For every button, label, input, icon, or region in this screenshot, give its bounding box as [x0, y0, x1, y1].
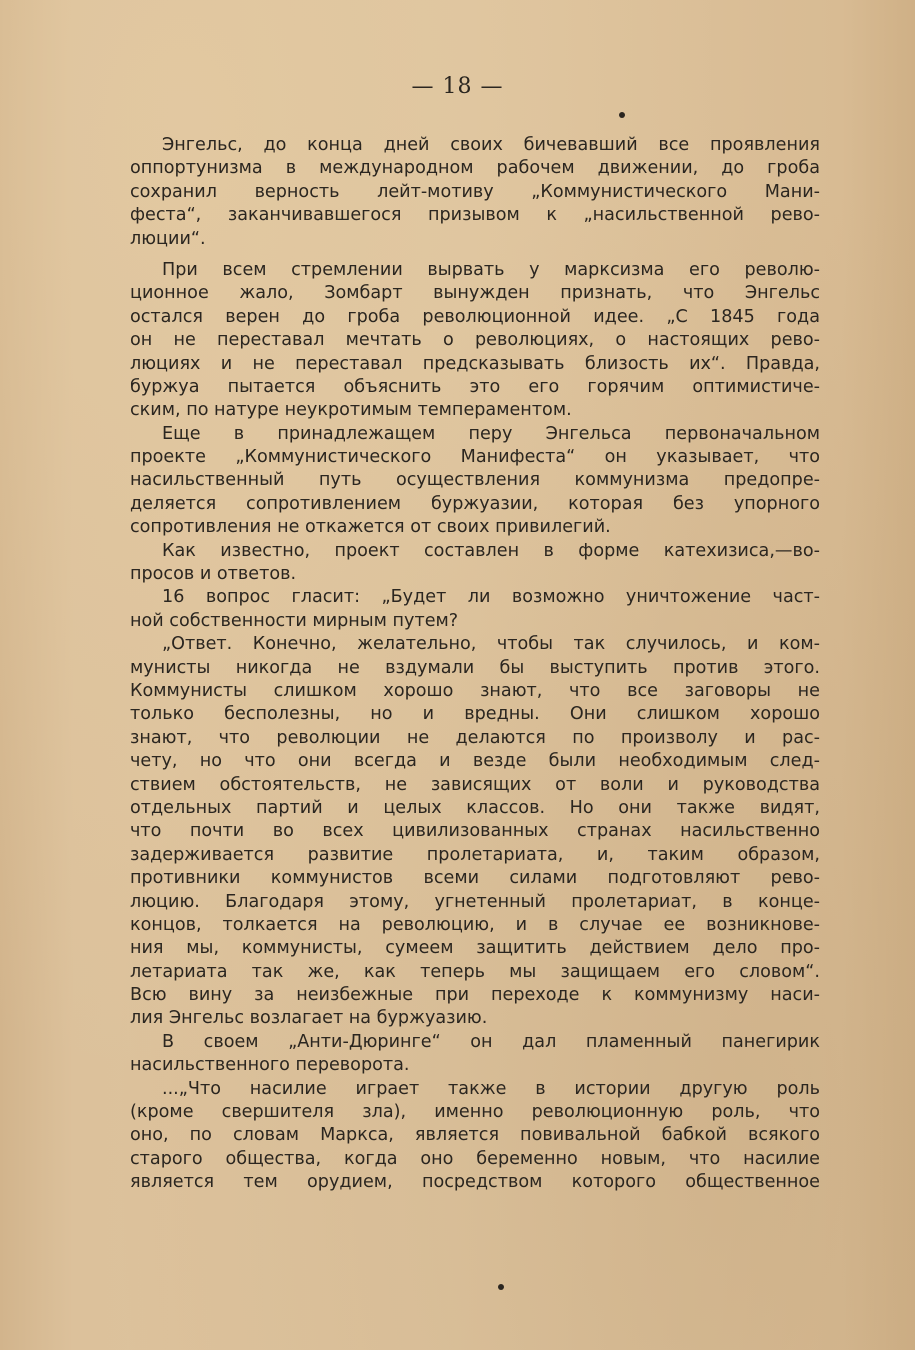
- text-line: люциях и не переставал предсказывать близость их“. Правда,: [130, 353, 820, 374]
- paragraph: [130, 423, 820, 540]
- text-line: Как известно, проект составлен в форме катехизиса,—во-: [162, 540, 820, 561]
- print-dot-bottom: [498, 1284, 504, 1290]
- paragraph: [130, 586, 820, 633]
- text-line: В своем „Анти-Дюринге“ он дал пламенный панегирик: [162, 1031, 820, 1052]
- text-line: ским, по натуре неукротимым темпераментом.: [130, 400, 572, 421]
- text-line: (кроме свершителя зла), именно революционную роль, что: [130, 1102, 820, 1123]
- text-line: Еще в принадлежащем перу Энгельса первоначальном: [162, 423, 820, 444]
- text-line: что почти во всех цивилизованных странах насильственно: [130, 821, 820, 842]
- text-line: он не переставал мечтать о революциях, о настоящих рево-: [130, 330, 820, 351]
- paragraph: [130, 259, 820, 423]
- text-line: „Ответ. Конечно, желательно, чтобы так случилось, и ком-: [162, 634, 820, 655]
- text-line: проекте „Коммунистического Манифеста“ он указывает, что: [130, 447, 820, 468]
- text-line: старого общества, когда оно беременно новым, что насилие: [130, 1148, 820, 1169]
- text-line: сопротивления не откажется от своих привилегий.: [130, 517, 611, 538]
- text-line: задерживается развитие пролетариата, и, таким образом,: [130, 844, 820, 865]
- text-line: оппортунизма в международном рабочем движении, до гроба: [130, 158, 820, 179]
- paragraph: [130, 1031, 820, 1078]
- print-dot-top: [619, 112, 625, 118]
- text-line: лия Энгельс возлагает на буржуазию.: [130, 1008, 488, 1029]
- paragraph: [130, 633, 820, 1031]
- text-line: ной собственности мирным путем?: [130, 610, 459, 631]
- body-text: [130, 134, 820, 1195]
- text-line: является тем орудием, посредством которого общественное: [130, 1172, 820, 1193]
- text-line: 16 вопрос гласит: „Будет ли возможно уничтожение част-: [162, 587, 820, 608]
- text-line: ния мы, коммунисты, сумеем защитить действием дело про-: [130, 938, 820, 959]
- text-line: ционное жало, Зомбарт вынужден признать, что Энгельс: [130, 283, 820, 304]
- text-line: феста“, заканчивавшегося призывом к „насильственной рево-: [130, 205, 820, 226]
- text-line: деляется сопротивлением буржуазии, которая без упорного: [130, 493, 820, 514]
- text-line: отдельных партий и целых классов. Но они также видят,: [130, 797, 820, 818]
- text-line: мунисты никогда не вздумали бы выступить против этого.: [130, 657, 820, 678]
- paragraph: [130, 134, 820, 251]
- text-line: люции“.: [130, 228, 206, 249]
- text-line: насильственный путь осуществления коммунизма предопре-: [130, 470, 820, 491]
- text-line: Коммунисты слишком хорошо знают, что все заговоры не: [130, 680, 820, 701]
- text-line: летариата так же, как теперь мы защищаем его словом“.: [130, 961, 820, 982]
- text-line: буржуа пытается объяснить это его горячим оптимистиче-: [130, 376, 820, 397]
- text-line: противники коммунистов всеми силами подготовляют рево-: [130, 868, 820, 889]
- text-line: Всю вину за неизбежные при переходе к коммунизму наси-: [130, 985, 820, 1006]
- text-line: насильственного переворота.: [130, 1055, 410, 1076]
- paragraph: [130, 1078, 820, 1195]
- page-number: — 18 —: [411, 74, 504, 99]
- text-line: чету, но что они всегда и везде были необходимым след-: [130, 751, 820, 772]
- text-line: При всем стремлении вырвать у марксизма его револю-: [162, 259, 820, 280]
- text-line: знают, что революции не делаются по произволу и рас-: [130, 727, 820, 748]
- text-line: только бесполезны, но и вредны. Они слишком хорошо: [130, 704, 820, 725]
- text-line: концов, толкается на революцию, и в случае ее возникнове-: [130, 914, 820, 935]
- text-line: просов и ответов.: [130, 564, 297, 585]
- text-line: люцию. Благодаря этому, угнетенный пролетариат, в конце-: [130, 891, 820, 912]
- text-line: Энгельс, до конца дней своих бичевавший все проявления: [162, 135, 820, 155]
- text-line: остался верен до гроба революционной идее. „С 1845 года: [130, 306, 820, 327]
- text-line: ствием обстоятельств, не зависящих от воли и руководства: [130, 774, 820, 795]
- text-line: сохранил верность лейт-мотиву „Коммунистического Мани-: [130, 181, 820, 202]
- text-line: оно, по словам Маркса, является повивальной бабкой всякого: [130, 1125, 820, 1146]
- text-line: ...„Что насилие играет также в истории другую роль: [162, 1078, 820, 1099]
- paragraph: [130, 540, 820, 587]
